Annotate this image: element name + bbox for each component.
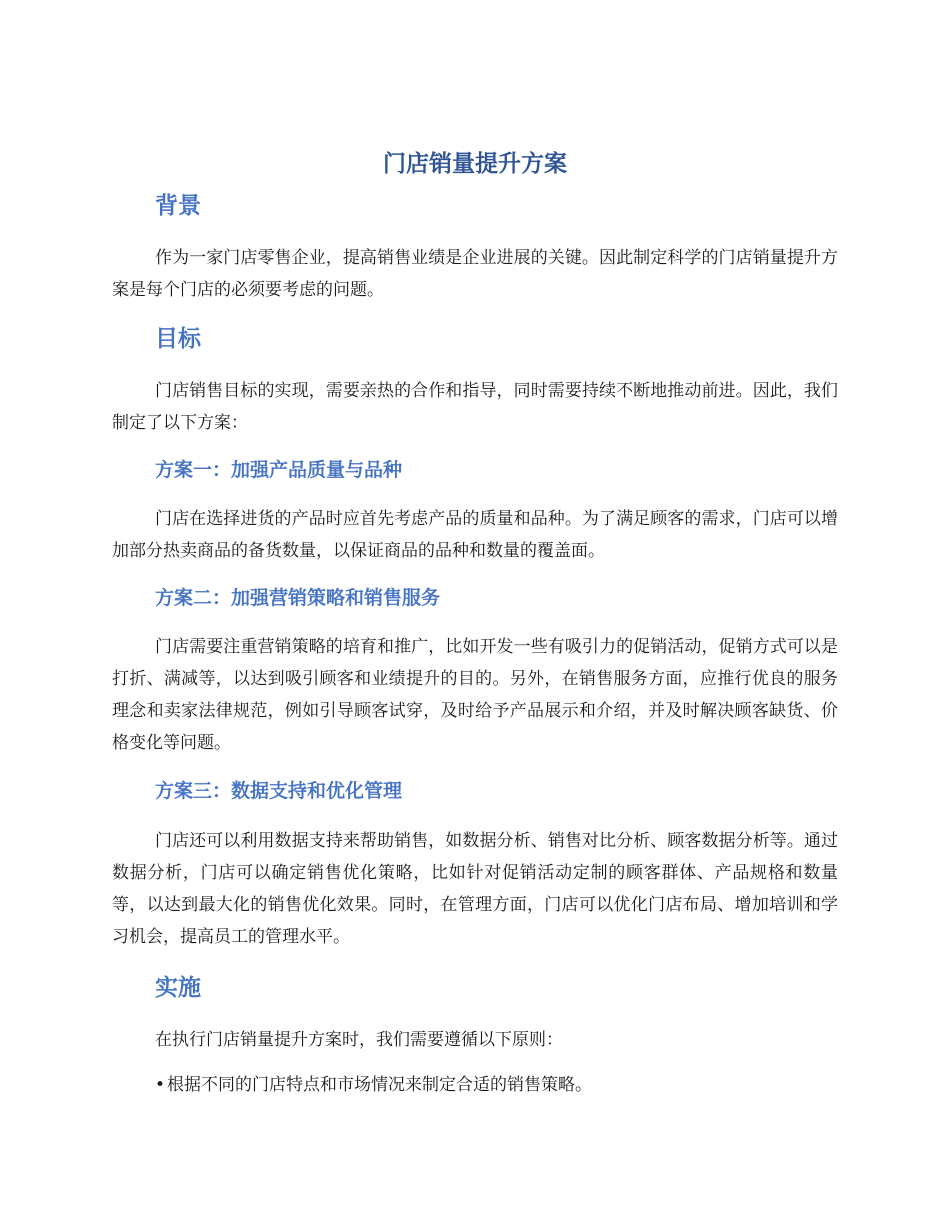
plan-2-heading: 方案二：加强营销策略和销售服务 bbox=[155, 587, 441, 609]
plan-2-paragraph: 门店需要注重营销策略的培育和推广，比如开发一些有吸引力的促销活动，促销方式可以是打折、满减等，以达到吸引顾客和业绩提升的目的。另外，在销售服务方面，应推行优良的服务理念和卖家法律规范，例如引导顾客试穿，及时给予产品展示和介绍，并及时解决顾客缺货、价格变化等问题。 bbox=[112, 637, 838, 753]
background-paragraph: 作为一家门店零售企业，提高销售业绩是企业进展的关键。因此制定科学的门店销量提升方案是每个门店的必须要考虑的问题。 bbox=[112, 248, 838, 300]
implementation-bullet-item bbox=[155, 1069, 592, 1101]
plan-1-paragraph: 门店在选择进货的产品时应首先考虑产品的质量和品种。为了满足顾客的需求，门店可以增加部分热卖商品的备货数量，以保证商品的品种和数量的覆盖面。 bbox=[112, 509, 838, 561]
plan-3-paragraph: 门店还可以利用数据支持来帮助销售，如数据分析、销售对比分析、顾客数据分析等。通过数据分析，门店可以确定销售优化策略，比如针对促销活动定制的顾客群体、产品规格和数量等，以达到最大化的销售优化效果。同时，在管理方面，门店可以优化门店布局、增加培训和学习机会，提高员工的管理水平。 bbox=[112, 831, 838, 947]
bullet-marker: • bbox=[155, 1075, 166, 1095]
plan-3-heading: 方案三：数据支持和优化管理 bbox=[155, 780, 403, 802]
goal-paragraph: 门店销售目标的实现，需要亲热的合作和指导，同时需要持续不断地推动前进。因此，我们制定了以下方案： bbox=[112, 381, 838, 433]
section-heading-implementation: 实施 bbox=[155, 975, 201, 1001]
implementation-paragraph: 在执行门店销量提升方案时，我们需要遵循以下原则： bbox=[155, 1030, 563, 1050]
document-title: 门店销量提升方案 bbox=[383, 151, 567, 177]
section-heading-background: 背景 bbox=[155, 193, 201, 219]
plan-1-heading: 方案一：加强产品质量与品种 bbox=[155, 459, 403, 481]
section-heading-goal: 目标 bbox=[155, 326, 201, 352]
bullet-text: 根据不同的门店特点和市场情况来制定合适的销售策略。 bbox=[167, 1075, 592, 1095]
